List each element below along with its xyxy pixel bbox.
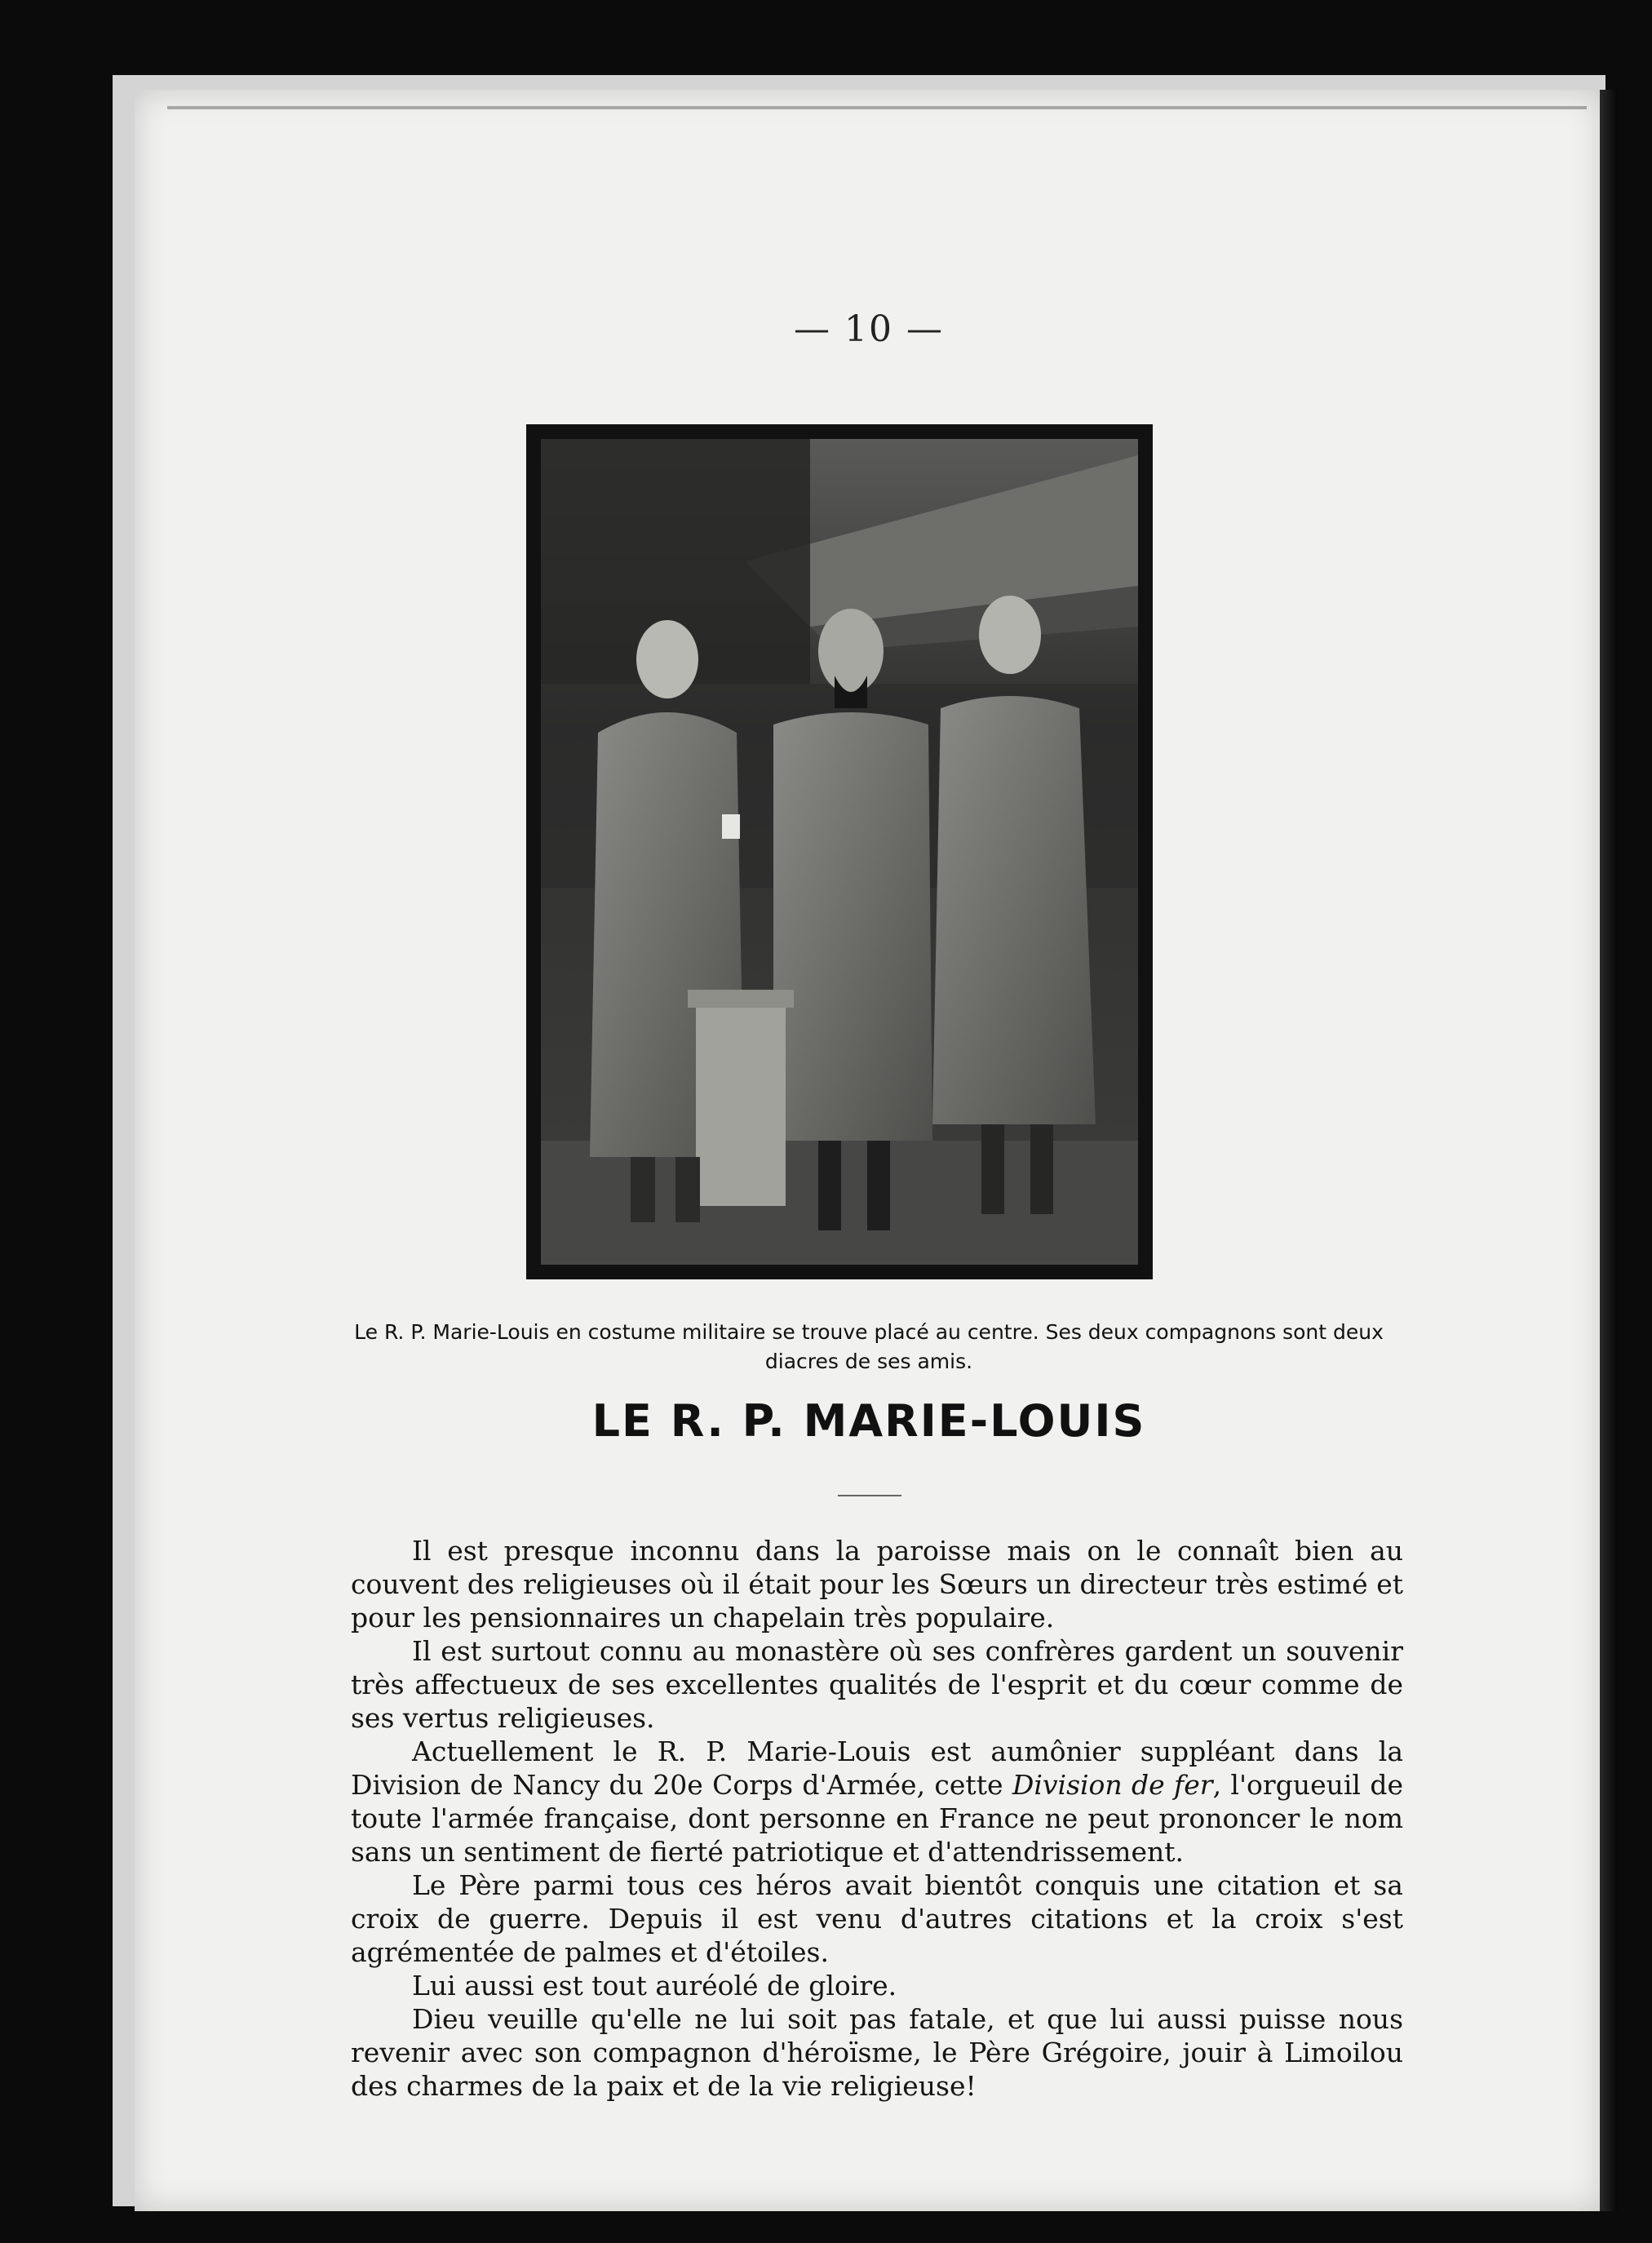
paragraph	[351, 1735, 1403, 1868]
photo-caption: Le R. P. Marie-Louis en costume militaire se trouve placé au centre. Ses deux compagnons sont deux diacres de ses amis.	[354, 1320, 1384, 1373]
paragraph: Il est surtout connu au monastère où ses confrères gardent un souvenir très affectueux de ses excellentes qualités de l'esprit et du cœur comme de ses vertus religieuses.	[351, 1635, 1403, 1734]
document-page	[135, 90, 1603, 2211]
page-number: — 10 —	[794, 308, 944, 350]
paragraph: Il est presque inconnu dans la paroisse mais on le connaît bien au couvent des religieuses où il était pour les Sœurs un directeur très estimé et pour les pensionnaires un chapelain très populaire.	[351, 1535, 1403, 1633]
paragraph: Lui aussi est tout auréolé de gloire.	[412, 1970, 897, 2001]
paragraph-italic-text: Division de fer	[1012, 1769, 1213, 1801]
article-body	[351, 1534, 1403, 2103]
paragraph-text: Actuellement le R. P. Marie-Louis est aumônier suppléant dans la Division de Nancy du 20e Corps d'Armée, cette	[351, 1735, 1403, 1801]
paragraph: Le Père parmi tous ces héros avait bientôt conquis une citation et sa croix de guerre. Depuis il est venu d'autres citations et la croix s'est agrémentée de palmes et d'étoiles.	[351, 1869, 1403, 1968]
paragraph: Dieu veuille qu'elle ne lui soit pas fatale, et que lui aussi puisse nous revenir avec son compagnon d'héroïsme, le Père Grégoire, jouir à Limoilou des charmes de la paix et de la vie religieuse!	[351, 2003, 1403, 2102]
photo-frame	[526, 424, 1153, 1279]
article-title: LE R. P. MARIE-LOUIS	[591, 1395, 1146, 1447]
title-divider	[838, 1495, 901, 1496]
paragraph-text: , l'orgueuil de toute l'armée française, dont personne en France ne peut prononcer le nom sans un sentiment de fierté patriotique et d'attendrissement.	[351, 1769, 1403, 1868]
photograph-three-soldiers-icon	[541, 439, 1138, 1265]
page-top-edge	[167, 106, 1587, 109]
page-right-edge	[1600, 90, 1618, 2211]
